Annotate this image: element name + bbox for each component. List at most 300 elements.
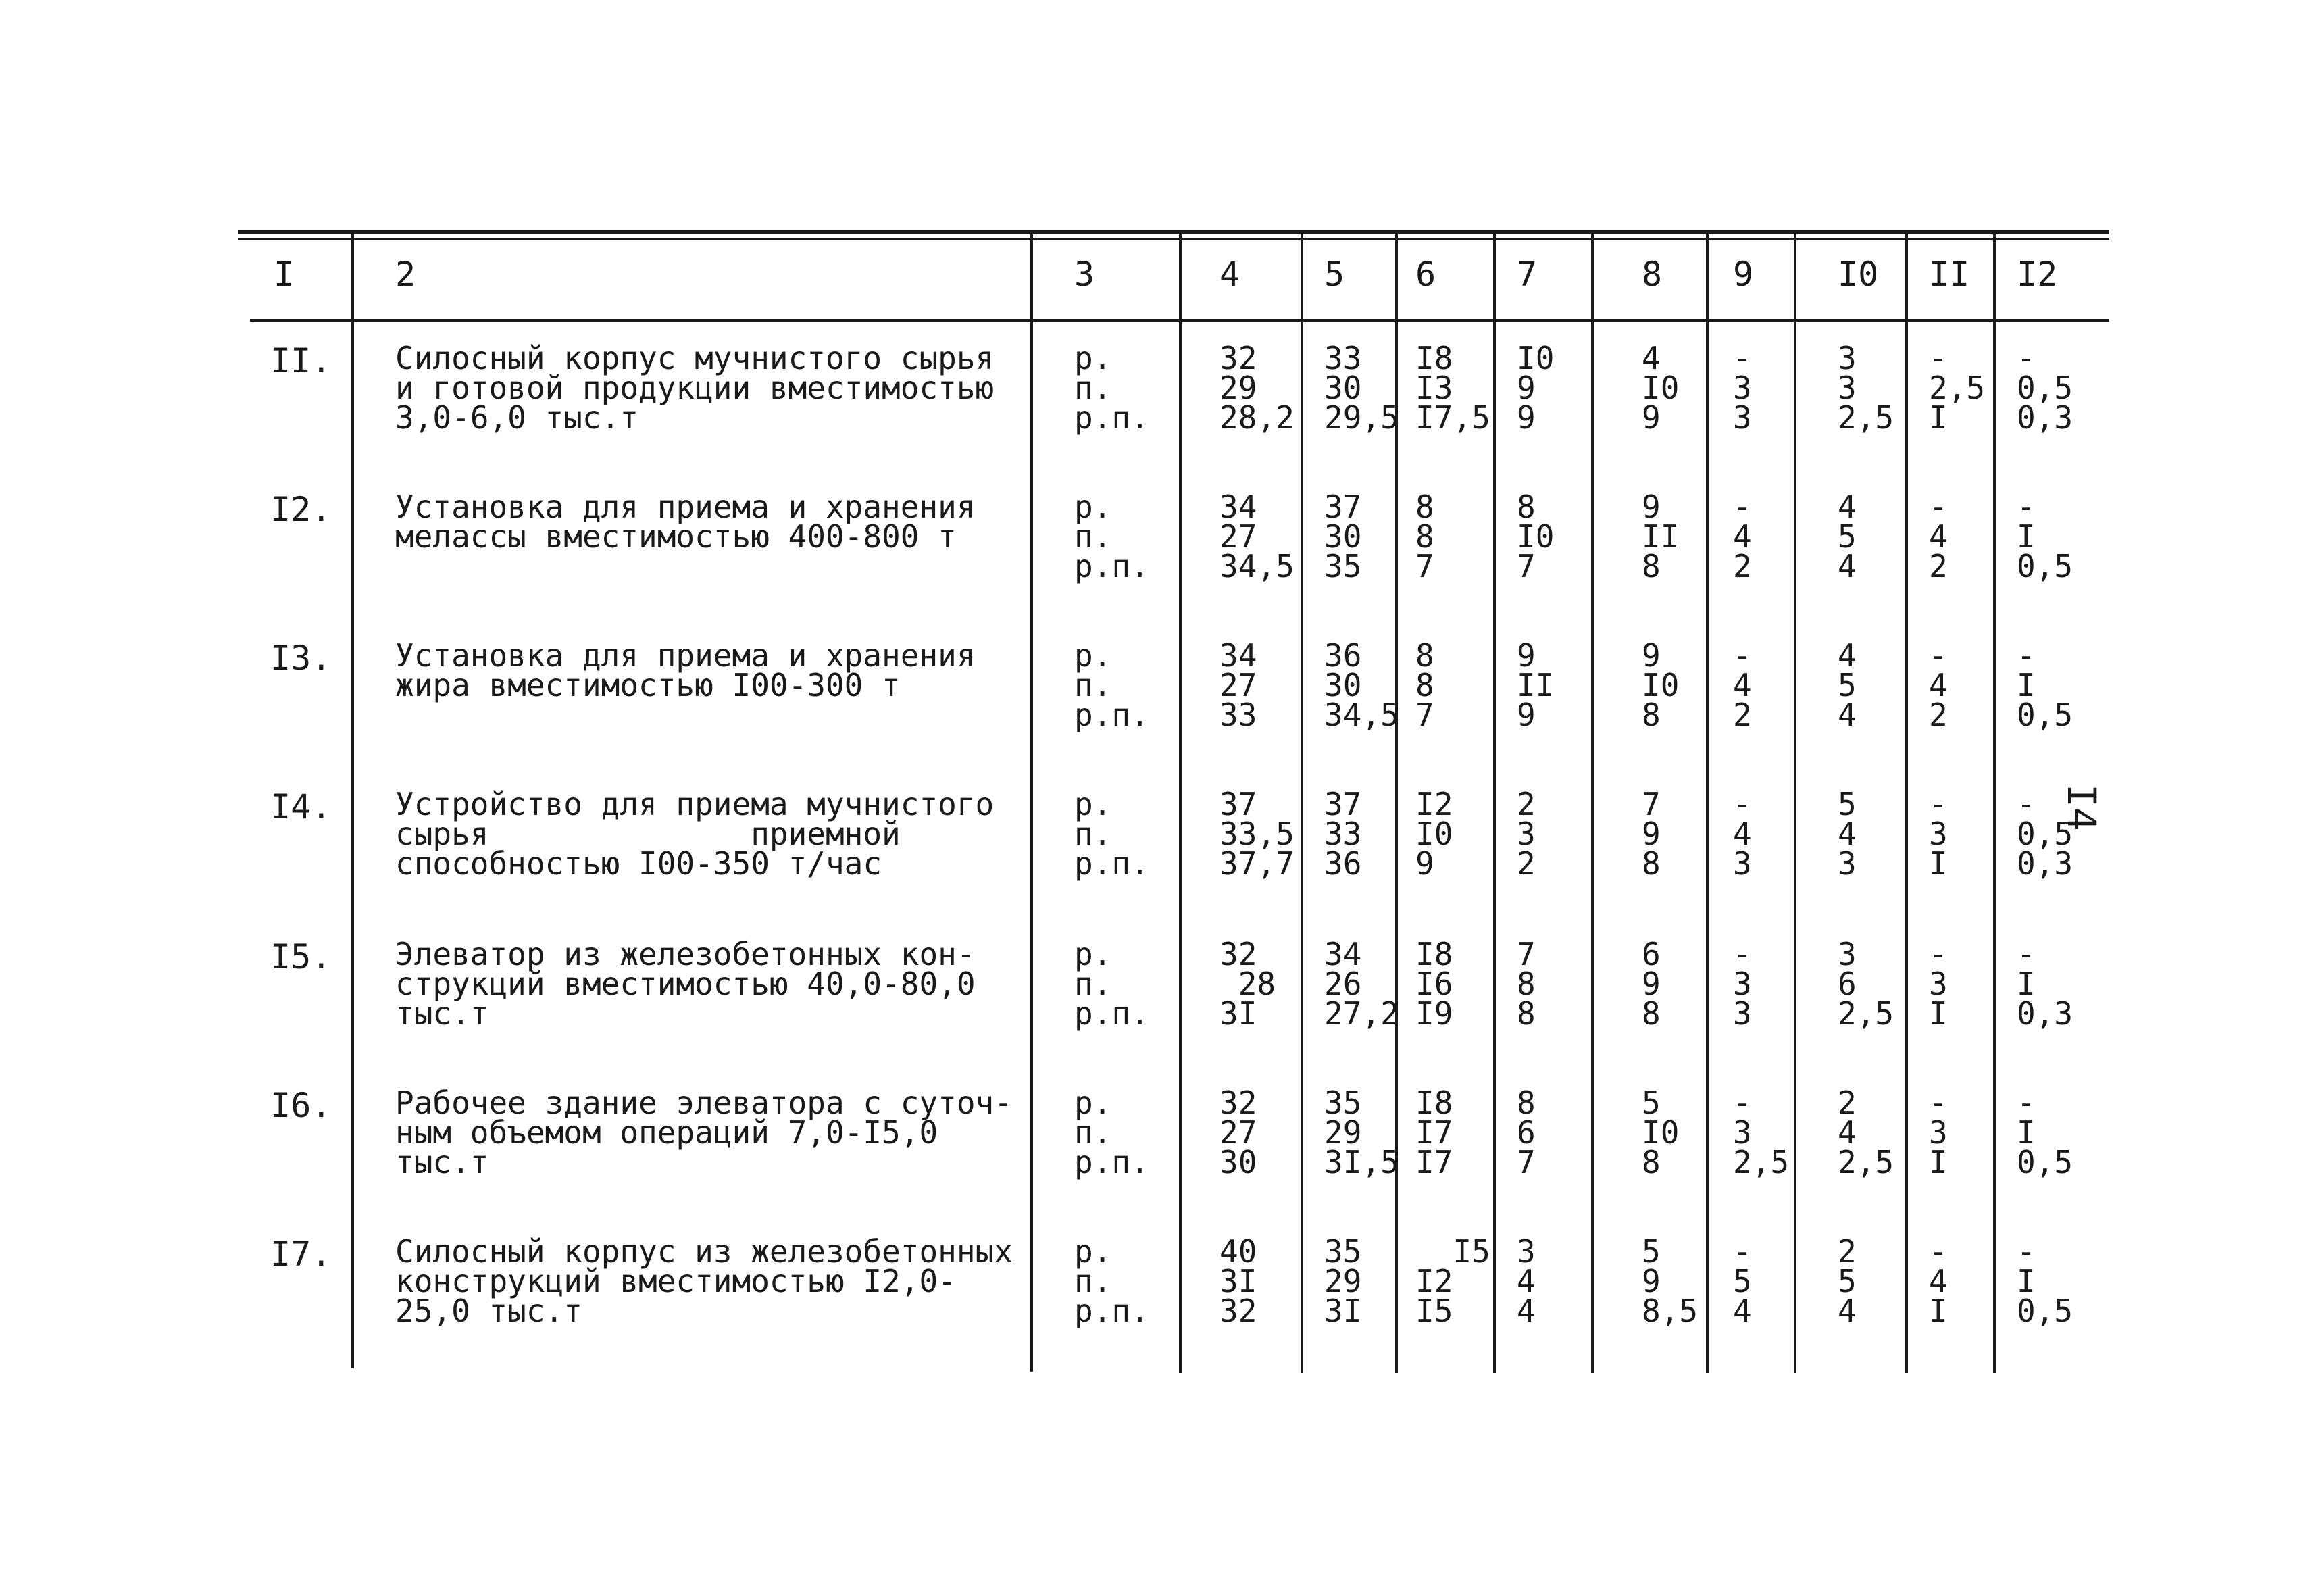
description-line: конструкций вместимостью I2,0- [395,1263,957,1299]
cell-value: - [1929,1084,1948,1121]
cell-value: 2,5 [1838,399,1894,436]
header-col-2: 2 [395,255,416,294]
cell-value: 27 [1219,518,1257,555]
cell-value: 8 [1642,995,1661,1032]
cell-value: 4 [1733,816,1752,852]
cell-value: 0,5 [2017,697,2073,733]
cell-value: - [2017,637,2036,674]
cell-value: 26 [1324,966,1362,1002]
cell-value: 4 [1838,697,1857,733]
cell-value: 3 [1838,936,1857,972]
cell-value: 8 [1642,697,1661,733]
cell-value: 3 [1929,966,1948,1002]
value-cell-col-12 [2017,1233,2073,1329]
cell-value: 36 [1324,637,1362,674]
value-cell-col-10 [1838,489,1857,584]
page-number: I4 [2059,784,2105,831]
cell-value: - [2017,936,2036,972]
row-type-labels [1074,489,1149,584]
cell-value: I [2017,667,2036,703]
value-cell-col-10 [1838,1233,1857,1329]
cell-value: I6 [1415,966,1453,1002]
value-cell-col-4 [1219,1233,1257,1329]
type-label: р. [1074,489,1112,525]
cell-value: 30 [1219,1144,1257,1180]
cell-value: I [1929,995,1948,1032]
description-line: Устройство для приема мучнистого [395,786,995,822]
value-cell-col-8 [1642,1233,1699,1329]
row-type-labels [1074,786,1149,882]
cell-value: 34 [1219,637,1257,674]
cell-value: 9 [1415,845,1434,882]
cell-value: 3 [1733,399,1752,436]
cell-value: - [1929,340,1948,376]
cell-value: - [1733,1233,1752,1270]
row-type-labels [1074,637,1149,733]
cell-value: 2 [1733,697,1752,733]
row-type-labels [1074,340,1149,436]
cell-value: 33 [1324,816,1362,852]
cell-value: - [1929,936,1948,972]
value-cell-col-6 [1415,1233,1490,1329]
cell-value: 4 [1517,1293,1536,1329]
value-cell-col-9 [1733,936,1752,1032]
cell-value: - [1929,1233,1948,1270]
cell-value: 9 [1642,637,1661,674]
cell-value: I7 [1415,1114,1453,1151]
cell-value: 3 [1838,340,1857,376]
cell-value: 8 [1415,637,1434,674]
column-divider [1706,231,1709,1373]
cell-value: 32 [1219,936,1257,972]
cell-value: - [1733,637,1752,674]
row-number: I5. [270,937,332,976]
cell-value: 0,3 [2017,399,2073,436]
value-cell-col-11 [1929,489,1948,584]
cell-value: 7 [1517,1144,1536,1180]
header-col-12: I2 [2017,255,2058,294]
cell-value: 0,3 [2017,845,2073,882]
cell-value: 5 [1838,518,1857,555]
cell-value: 3 [1733,370,1752,406]
header-col-10: I0 [1838,255,1879,294]
row-description [395,340,1003,436]
value-cell-col-11 [1929,786,1948,882]
cell-value: I [2017,1114,2036,1151]
cell-value: 4 [1929,1263,1948,1299]
description-line: струкций вместимостью 40,0-80,0 [395,966,976,1002]
cell-value: 9 [1642,966,1661,1002]
value-cell-col-4 [1219,786,1294,882]
value-cell-col-11 [1929,1084,1948,1180]
cell-value: 0,5 [2017,816,2073,852]
cell-value: 4 [1929,518,1948,555]
cell-value: - [1733,1084,1752,1121]
description-line: Силосный корпус из железобетонных [395,1233,1013,1270]
row-number: I6. [270,1086,332,1125]
row-number: I2. [270,490,332,529]
value-cell-col-10 [1838,637,1857,733]
row-number: II. [270,341,332,380]
type-label: р. [1074,1233,1112,1270]
type-label: п. [1074,518,1112,555]
cell-value: 8,5 [1642,1293,1699,1329]
cell-value: 7 [1517,936,1536,972]
column-divider [351,231,354,1368]
cell-value: 35 [1324,548,1362,584]
cell-value: 40 [1219,1233,1257,1270]
value-cell-col-12 [2017,1084,2073,1180]
cell-value: 0,3 [2017,995,2073,1032]
value-cell-col-6 [1415,489,1434,584]
row-number: I3. [270,639,332,678]
cell-value: I [2017,966,2036,1002]
cell-value: 4 [1838,1293,1857,1329]
cell-value: 27 [1219,1114,1257,1151]
cell-value: - [1929,786,1948,822]
cell-value: 33 [1324,340,1362,376]
cell-value: 5 [1733,1263,1752,1299]
cell-value: - [2017,786,2036,822]
value-cell-col-8 [1642,786,1661,882]
cell-value: 37 [1324,786,1362,822]
type-label: р. [1074,637,1112,674]
header-col-9: 9 [1733,255,1754,294]
cell-value: 37 [1324,489,1362,525]
value-cell-col-8 [1642,936,1661,1032]
cell-value: 4 [1733,518,1752,555]
cell-value: 28,2 [1219,399,1294,436]
header-col-7: 7 [1517,255,1538,294]
cell-value: - [1733,489,1752,525]
cell-value: 2,5 [1838,995,1894,1032]
value-cell-col-9 [1733,489,1752,584]
cell-value: 3I,5 [1324,1144,1399,1180]
cell-value: I0 [1642,1114,1680,1151]
cell-value: 9 [1642,399,1661,436]
cell-value: 4 [1733,667,1752,703]
type-label: п. [1074,1263,1112,1299]
value-cell-col-4 [1219,637,1257,733]
value-cell-col-8 [1642,1084,1680,1180]
cell-value: 3 [1733,995,1752,1032]
cell-value: 9 [1517,370,1536,406]
value-cell-col-6 [1415,637,1434,733]
value-cell-col-10 [1838,1084,1894,1180]
row-description [395,1233,1013,1329]
cell-value: - [2017,1084,2036,1121]
cell-value: 2 [1929,548,1948,584]
cell-value: I0 [1642,370,1680,406]
value-cell-col-5 [1324,1084,1399,1180]
value-cell-col-6 [1415,340,1490,436]
row-description [395,786,1003,882]
cell-value: - [2017,489,2036,525]
cell-value: 0,5 [2017,1144,2073,1180]
value-cell-col-11 [1929,936,1948,1032]
value-cell-col-11 [1929,637,1948,733]
cell-value: 3 [1517,1233,1536,1270]
cell-value: 8 [1517,1084,1536,1121]
value-cell-col-4 [1219,936,1276,1032]
cell-value: 35 [1324,1233,1362,1270]
cell-value: 0,5 [2017,1293,2073,1329]
cell-value: I0 [1415,816,1453,852]
type-label: р.п. [1074,697,1149,733]
cell-value: 2 [1929,697,1948,733]
value-cell-col-7 [1517,1084,1536,1180]
cell-value: 5 [1838,1263,1857,1299]
cell-value: I0 [1517,340,1555,376]
column-divider [1179,231,1182,1373]
cell-value: I7 [1415,1144,1453,1180]
cell-value: 4 [1642,340,1661,376]
header-col-5: 5 [1324,255,1345,294]
cell-value: 6 [1517,1114,1536,1151]
cell-value: I [1929,1144,1948,1180]
description-line: способностью I00-350 т/час [395,845,882,882]
cell-value: 30 [1324,370,1362,406]
cell-value: 3 [1838,370,1857,406]
value-cell-col-5 [1324,936,1399,1032]
cell-value: - [2017,340,2036,376]
cell-value: 8 [1415,489,1434,525]
value-cell-col-7 [1517,936,1536,1032]
cell-value: 7 [1642,786,1661,822]
cell-value: 4 [1929,667,1948,703]
header-col-1: I [274,255,295,294]
column-divider [1493,231,1496,1373]
cell-value: 34,5 [1324,697,1399,733]
cell-value: I2 [1415,786,1453,822]
column-divider [1030,231,1033,1372]
type-label: р. [1074,340,1112,376]
cell-value: I8 [1415,340,1453,376]
value-cell-col-12 [2017,637,2073,733]
header-col-8: 8 [1642,255,1663,294]
cell-value: I [1929,845,1948,882]
cell-value: I [1929,1293,1948,1329]
description-line: Установка для приема и хранения [395,637,976,674]
value-cell-col-12 [2017,340,2073,436]
column-divider [1301,231,1303,1373]
column-divider [1794,231,1796,1373]
value-cell-col-7 [1517,786,1536,882]
table-top-rule [238,230,2109,234]
value-cell-col-7 [1517,340,1555,436]
description-line: мелассы вместимостью 400-800 т [395,518,957,555]
row-description [395,489,1003,555]
cell-value: 4 [1838,489,1857,525]
cell-value: I2 [1415,1263,1453,1299]
value-cell-col-7 [1517,489,1555,584]
cell-value: - [1929,637,1948,674]
cell-value: 3I [1219,1263,1257,1299]
cell-value: 35 [1324,1084,1362,1121]
description-line: 25,0 тыс.т [395,1293,582,1329]
value-cell-col-7 [1517,1233,1536,1329]
type-label: п. [1074,1114,1112,1151]
cell-value: 2,5 [1838,1144,1894,1180]
cell-value: 30 [1324,667,1362,703]
cell-value: 9 [1642,489,1661,525]
cell-value: 9 [1517,399,1536,436]
cell-value: 27,2 [1324,995,1399,1032]
cell-value: 4 [1838,1114,1857,1151]
cell-value: I8 [1415,1084,1453,1121]
value-cell-col-7 [1517,637,1555,733]
description-line: ным объемом операций 7,0-I5,0 [395,1114,938,1151]
value-cell-col-4 [1219,340,1294,436]
value-cell-col-9 [1733,786,1752,882]
value-cell-col-5 [1324,637,1399,733]
cell-value: 3 [1838,845,1857,882]
value-cell-col-5 [1324,1233,1362,1329]
row-number: I7. [270,1235,332,1274]
cell-value: 3 [1517,816,1536,852]
cell-value: 32 [1219,1084,1257,1121]
value-cell-col-6 [1415,1084,1453,1180]
cell-value: I5 [1415,1293,1453,1329]
type-label: п. [1074,370,1112,406]
header-col-3: 3 [1074,255,1095,294]
cell-value: I7,5 [1415,399,1490,436]
type-label: р. [1074,936,1112,972]
header-col-11: II [1929,255,1970,294]
row-description [395,637,1003,703]
description-line: 3,0-6,0 тыс.т [395,399,639,436]
cell-value: 7 [1517,548,1536,584]
type-label: р.п. [1074,399,1149,436]
description-line: сырья приемной [395,816,901,852]
cell-value: 3I [1219,995,1257,1032]
row-type-labels [1074,1084,1149,1180]
cell-value: 4 [1517,1263,1536,1299]
cell-value: 7 [1415,697,1434,733]
cell-value: 0,5 [2017,548,2073,584]
cell-value: 9 [1517,697,1536,733]
cell-value: 3 [1733,845,1752,882]
cell-value: 8 [1517,489,1536,525]
type-label: р.п. [1074,1293,1149,1329]
cell-value: 9 [1642,1263,1661,1299]
header-col-6: 6 [1415,255,1436,294]
cell-value: 4 [1838,637,1857,674]
cell-value: 2,5 [1929,370,1986,406]
value-cell-col-12 [2017,936,2073,1032]
cell-value: 36 [1324,845,1362,882]
cell-value: 2,5 [1733,1144,1790,1180]
cell-value: 3 [1733,1114,1752,1151]
cell-value: I9 [1415,995,1453,1032]
cell-value: 8 [1415,667,1434,703]
cell-value: 3 [1929,816,1948,852]
value-cell-col-10 [1838,340,1894,436]
column-divider [1993,231,1996,1373]
cell-value: 30 [1324,518,1362,555]
cell-value: 3 [1733,966,1752,1002]
cell-value: 32 [1219,340,1257,376]
cell-value: I0 [1642,667,1680,703]
cell-value: 8 [1517,995,1536,1032]
cell-value: 8 [1415,518,1434,555]
description-line: тыс.т [395,1144,489,1180]
value-cell-col-12 [2017,489,2073,584]
cell-value: 34 [1219,489,1257,525]
cell-value: 28 [1219,966,1276,1002]
value-cell-col-10 [1838,786,1857,882]
value-cell-col-8 [1642,489,1680,584]
cell-value: I3 [1415,370,1453,406]
cell-value: 3 [1929,1114,1948,1151]
description-line: Силосный корпус мучнистого сырья [395,340,995,376]
cell-value: 27 [1219,667,1257,703]
type-label: р.п. [1074,1144,1149,1180]
cell-value: 4 [1838,816,1857,852]
type-label: р.п. [1074,548,1149,584]
row-type-labels [1074,1233,1149,1329]
cell-value: 2 [1517,845,1536,882]
cell-value: - [1733,340,1752,376]
cell-value: I8 [1415,936,1453,972]
value-cell-col-9 [1733,1233,1752,1329]
cell-value: II [1642,518,1680,555]
table-top-rule-secondary [238,238,2109,240]
cell-value: 37 [1219,786,1257,822]
value-cell-col-11 [1929,340,1986,436]
cell-value: 2 [1517,786,1536,822]
cell-value: 34 [1324,936,1362,972]
row-type-labels [1074,936,1149,1032]
description-line: жира вместимостью I00-300 т [395,667,901,703]
type-label: р.п. [1074,845,1149,882]
cell-value: 4 [1733,1293,1752,1329]
cell-value: 33 [1219,697,1257,733]
description-line: тыс.т [395,995,489,1032]
cell-value: 32 [1219,1293,1257,1329]
row-number: I4. [270,787,332,826]
header-col-4: 4 [1219,255,1240,294]
cell-value: 9 [1517,637,1536,674]
description-line: и готовой продукции вместимостью [395,370,995,406]
cell-value: 5 [1838,667,1857,703]
value-cell-col-10 [1838,936,1894,1032]
row-description [395,1084,1013,1180]
cell-value: 5 [1642,1084,1661,1121]
cell-value: 29 [1324,1114,1362,1151]
description-line: Элеватор из железобетонных кон- [395,936,976,972]
type-label: р.п. [1074,995,1149,1032]
cell-value: 8 [1517,966,1536,1002]
type-label: р. [1074,1084,1112,1121]
cell-value: 2 [1838,1084,1857,1121]
cell-value: 6 [1642,936,1661,972]
column-divider [1905,231,1908,1373]
value-cell-col-8 [1642,340,1680,436]
cell-value: 6 [1838,966,1857,1002]
cell-value: I [2017,1263,2036,1299]
row-description [395,936,1003,1032]
value-cell-col-6 [1415,786,1453,882]
cell-value: 5 [1838,786,1857,822]
cell-value: 8 [1642,548,1661,584]
value-cell-col-8 [1642,637,1680,733]
value-cell-col-9 [1733,1084,1790,1180]
cell-value: 37,7 [1219,845,1294,882]
value-cell-col-4 [1219,1084,1257,1180]
description-line: Рабочее здание элеватора с суточ- [395,1084,1013,1121]
cell-value: 29 [1219,370,1257,406]
